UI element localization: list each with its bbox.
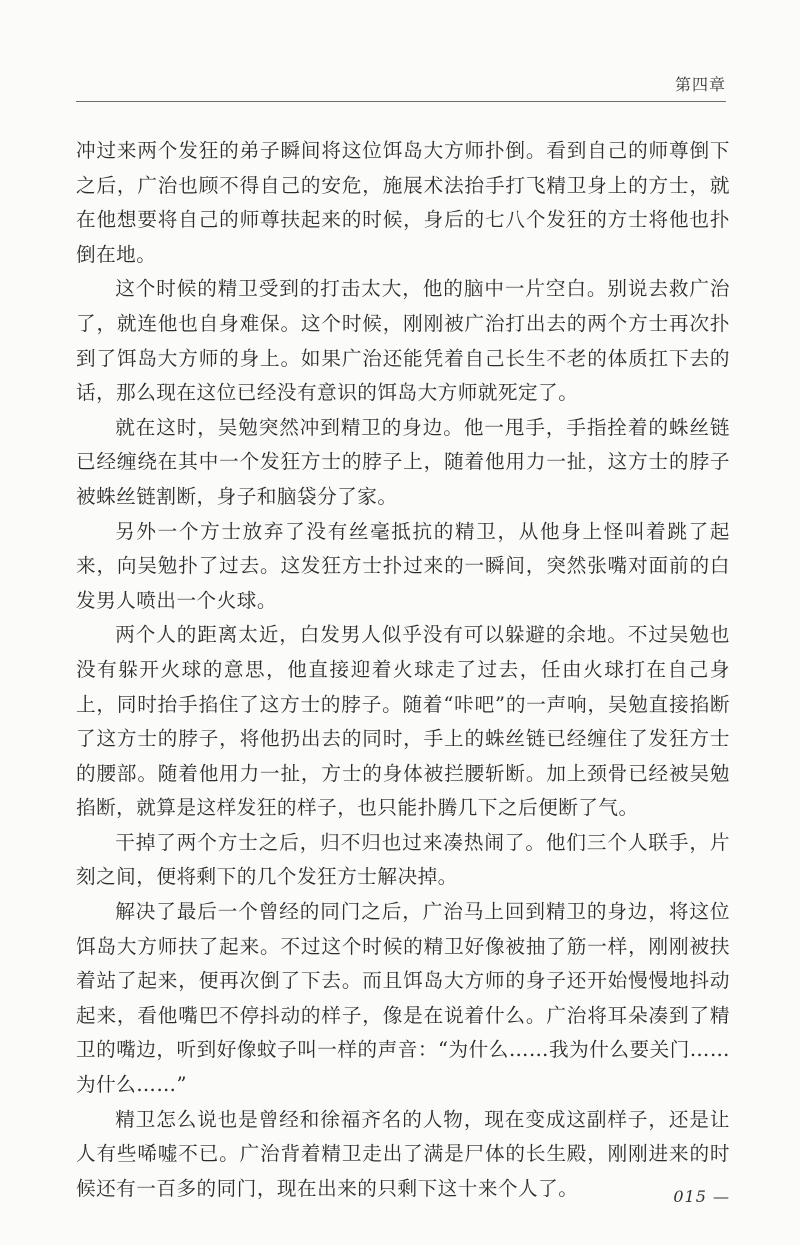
- chapter-title: 第四章: [674, 75, 726, 94]
- paragraph-8: 精卫怎么说也是曾经和徐福齐名的人物，现在变成这副样子，还是让人有些唏嘘不已。广治背着精卫走出了满是尸体的长生殿，刚刚进来的时候还有一百多的同门，现在出来的只剩下这十来个人了。: [76, 1107, 730, 1200]
- paragraph-6: 干掉了两个方士之后，归不归也过来凑热闹了。他们三个人联手，片刻之间，便将剩下的几个发狂方士解决掉。: [76, 830, 730, 889]
- paragraph-7: 解决了最后一个曾经的同门之后，广治马上回到精卫的身边，将这位饵岛大方师扶了起来。不过这个时候的精卫好像被抽了筋一样，刚刚被扶着站了起来，便再次倒了下去。而且饵岛大方师的身子还开始慢慢地抖动起来，看他嘴巴不停抖动的样子，像是在说着什么。广治将耳朵凑到了精卫的嘴边，听到好像蚊子叫一样的声音：“为什么……我为什么要关门……为什么……”: [76, 900, 730, 1097]
- paragraph-3: 就在这时，吴勉突然冲到精卫的身边。他一甩手，手指拴着的蛛丝链已经缠绕在其中一个发狂方士的脖子上，随着他用力一扯，这方士的脖子被蛛丝链割断，身子和脑袋分了家。: [76, 415, 730, 508]
- paragraph-4: 另外一个方士放弃了没有丝毫抵抗的精卫，从他身上怪叫着跳了起来，向吴勉扑了过去。这发狂方士扑过来的一瞬间，突然张嘴对面前的白发男人喷出一个火球。: [76, 519, 730, 612]
- paragraph-5: 两个人的距离太近，白发男人似乎没有可以躲避的余地。不过吴勉也没有躲开火球的意思，他直接迎着火球走了过去，任由火球打在自己身上，同时抬手掐住了这方士的脖子。随着“咔吧”的一声响，吴勉直接掐断了这方士的脖子，将他扔出去的同时，手上的蛛丝链已经缠住了发狂方士的腰部。随着他用力一扯，方士的身体被拦腰斩断。加上颈骨已经被吴勉掐断，就算是这样发狂的样子，也只能扑腾几下之后便断了气。: [76, 623, 730, 820]
- paragraph-2: 这个时候的精卫受到的打击太大，他的脑中一片空白。别说去救广治了，就连他也自身难保。这个时候，刚刚被广治打出去的两个方士再次扑到了饵岛大方师的身上。如果广治还能凭着自己长生不老的体质扛下去的话，那么现在这位已经没有意识的饵岛大方师就死定了。: [76, 277, 730, 405]
- header-divider: [76, 101, 726, 102]
- page-number: 015 —: [673, 1187, 730, 1206]
- body-text: [76, 134, 730, 1206]
- paragraph-1: 冲过来两个发狂的弟子瞬间将这位饵岛大方师扑倒。看到自己的师尊倒下之后，广治也顾不得自己的安危，施展术法抬手打飞精卫身上的方士，就在他想要将自己的师尊扶起来的时候，身后的七八个发狂的方士将他也扑倒在地。: [76, 139, 730, 266]
